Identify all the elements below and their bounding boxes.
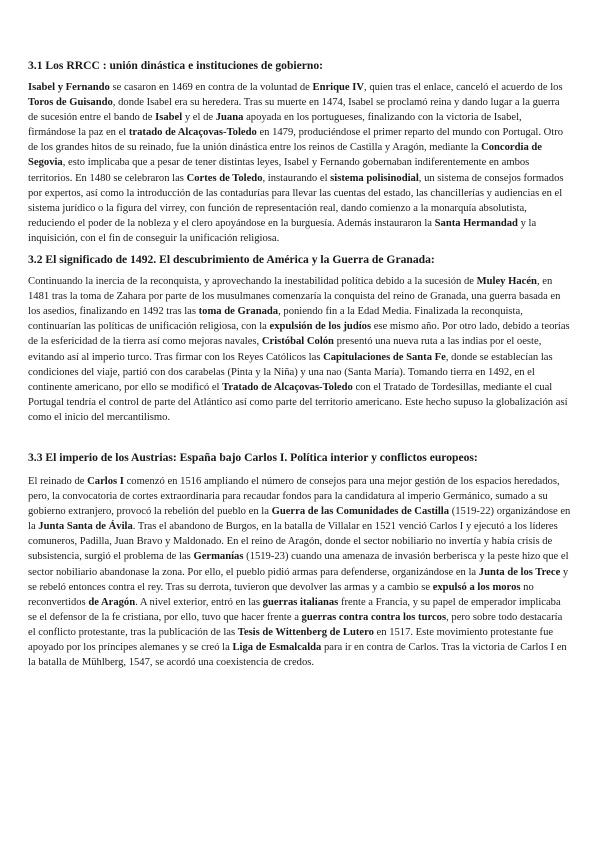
bold-term: guerras italianas xyxy=(262,596,339,608)
section-heading: 3.3 El imperio de los Austrias: España bajo Carlos I. Política interior y conflictos europeos: xyxy=(28,450,478,464)
bold-term: Toros de Guisando xyxy=(28,97,113,109)
bold-term: Junta Santa de Ávila xyxy=(38,521,133,533)
bold-term: Tesis de Wittenberg de Lutero xyxy=(237,626,374,638)
section-1492 xyxy=(28,252,571,425)
bold-term: Guerra de las Comunidades de Castilla xyxy=(271,506,450,518)
bold-term: guerras contra contra los turcos xyxy=(301,611,447,623)
section-heading: 3.2 El significado de 1492. El descubrimiento de América y la Guerra de Granada: xyxy=(28,253,435,267)
bold-term: expulsó a los moros xyxy=(432,581,521,593)
bold-term: Liga de Esmalcalda xyxy=(232,642,322,653)
bold-term: Isabel y Fernando xyxy=(28,82,110,93)
bold-term: sistema polisinodial xyxy=(330,172,419,184)
bold-term: Carlos I xyxy=(87,475,124,487)
section-heading: 3.1 Los RRCC : unión dinástica e instituciones de gobierno: xyxy=(28,59,324,72)
bold-term: Junta de los Trece xyxy=(478,566,561,578)
bold-term: toma de Granada xyxy=(198,306,279,318)
document-content xyxy=(28,58,571,670)
bold-term: Capitulaciones de Santa Fe xyxy=(323,351,446,363)
bold-term: Enrique IV xyxy=(312,82,365,93)
bold-term: Cortes de Toledo xyxy=(186,172,263,184)
bold-term: Tratado de Alcaçovas-Toledo xyxy=(222,381,353,393)
section-paragraph: El reinado de Carlos I comenzó en 1516 ampliando el número de consejos para una mejor gestión de los espacios heredados, pero, la convocatoria de cortes extraordinaria para recaudar fondos para la candidatura al imperio Germánico, sumado a su gobierno extranjero, provocó la rebelión del pueblo en la Guerra de las Comunidades de Castilla (1519-22) organizándose en la Junta Santa de Ávila. Tras el abandono de Burgos, en la batalla de Villalar en 1521 venció Carlos I y ejecutó a los líderes comuneros, Padilla, Juan Bravo y Maldonado. En el reino de Aragón, donde el sector nobiliario no invertía y había crisis de subsistencia, surgió el problema de las Germanías (1519-23) cuando una amenaza de invasión berberisca y la peste hizo que el sector nobiliario abandonase la zona. Por ello, el pueblo pidió armas para defenderse, organizándose en la Junta de los Trece y se rebeló entonces contra el rey. Tras su derrota, tuvieron que devolver las armas y a cambio se expulsó a los moros no reconvertidos de Aragón. A nivel exterior, entró en las guerras italianas frente a Francia, y su papel de emperador implicaba se el defensor de la fe cristiana, por ello, tuvo que hacer frente a guerras contra contra los turcos, pero sobre todo destacaría el conflicto protestante, tras la publicación de las Tesis de Wittenberg de Lutero en 1517. Este movimiento protestante fue apoyado por los príncipes alemanes y se creó la Liga de Esmalcalda para ir en contra de Carlos. Tras la victoria de Carlos I en la batalla de Mühlberg, 1547, se acordó una coexistencia de credos. xyxy=(28,475,571,669)
section-paragraph: Isabel y Fernando se casaron en 1469 en contra de la voluntad de Enrique IV, quien tras el enlace, canceló el acuerdo de los Toros de Guisando, donde Isabel era su heredera. Tras su muerte en 1474, Isabel se proclamó reina y dando lugar a la guerra de sucesión entre el bando de Isabel y el de Juana apoyada en los portugueses, finalizando con la victoria de Isabel, firmándose la paz en el tratado de Alcaçovas-Toledo en 1479, produciéndose el primer reparto del mundo con Portugal. Otro de los grandes hitos de su reinado, fue la unión dinástica entre los reinos de Castilla y Aragón, mediante la Concordia de Segovia, esto implicaba que a pesar de tener distintas leyes, Isabel y Fernando gobernaban indiferentemente en ambos territorios. En 1480 se celebraron las Cortes de Toledo, instaurando el sistema polisinodial, un sistema de consejos formados por expertos, así como la introducción de las contadurías para llevar las cuentas del estado, las chancillerías y audiencias en el sistema jurídico o la figura del virrey, con función de representación real, dando comienzo a la monarquía absolutista, reduciendo el poder de la nobleza y el clero apoyándose en la burguesía. Además instauraron la Santa Hermandad y la inquisición, con el fin de conseguir la unificación religiosa. xyxy=(28,82,564,244)
bold-term: de Aragón xyxy=(88,596,136,608)
bold-term: Juana xyxy=(215,112,244,124)
bold-term: Santa Hermandad xyxy=(434,217,518,229)
bold-term: Isabel xyxy=(155,112,183,124)
bold-term: expulsión de los judíos xyxy=(269,321,372,333)
bold-term: Cristóbal Colón xyxy=(261,336,334,348)
bold-term: Concordia de Segovia xyxy=(28,142,542,169)
section-paragraph: Continuando la inercia de la reconquista, y aprovechando la inestabilidad política debido a la sucesión de Muley Hacén, en 1481 tras la toma de Zahara por parte de los musulmanes comenzaría la conquista del reino de Granada, una guerra basada en los asedios, finalizando en 1492 tras las toma de Granada, poniendo fin a la Edad Media. Finalizada la reconquista, continuarían las políticas de unificación religiosa, con la expulsión de los judíos ese mismo año. Por otro lado, debido a teorías de la esfericidad de la tierra así como mejoras navales, Cristóbal Colón presentó una nueva ruta a las indias por el oeste, evitando así al imperio turco. Tras firmar con los Reyes Católicos las Capitulaciones de Santa Fe, donde se establecían las condiciones del viaje, partió con dos carabelas (Pinta y la Niña) y una nao (Santa María). Tomando tierra en 1492, en el continente americano, por ello se modificó el Tratado de Alcaçovas-Toledo con el Tratado de Tordesillas, mediante el cual Portugal tendría el control de parte del Atlántico así como parte del territorio americano. Este hecho supuso la globalización así como el inicio del mercantilismo. xyxy=(28,276,570,423)
section-austrias xyxy=(28,450,571,670)
bold-term: tratado de Alcaçovas-Toledo xyxy=(128,127,257,139)
section-rrcc xyxy=(28,58,571,246)
bold-term: Germanías xyxy=(193,551,244,563)
bold-term: Muley Hacén xyxy=(476,276,537,288)
